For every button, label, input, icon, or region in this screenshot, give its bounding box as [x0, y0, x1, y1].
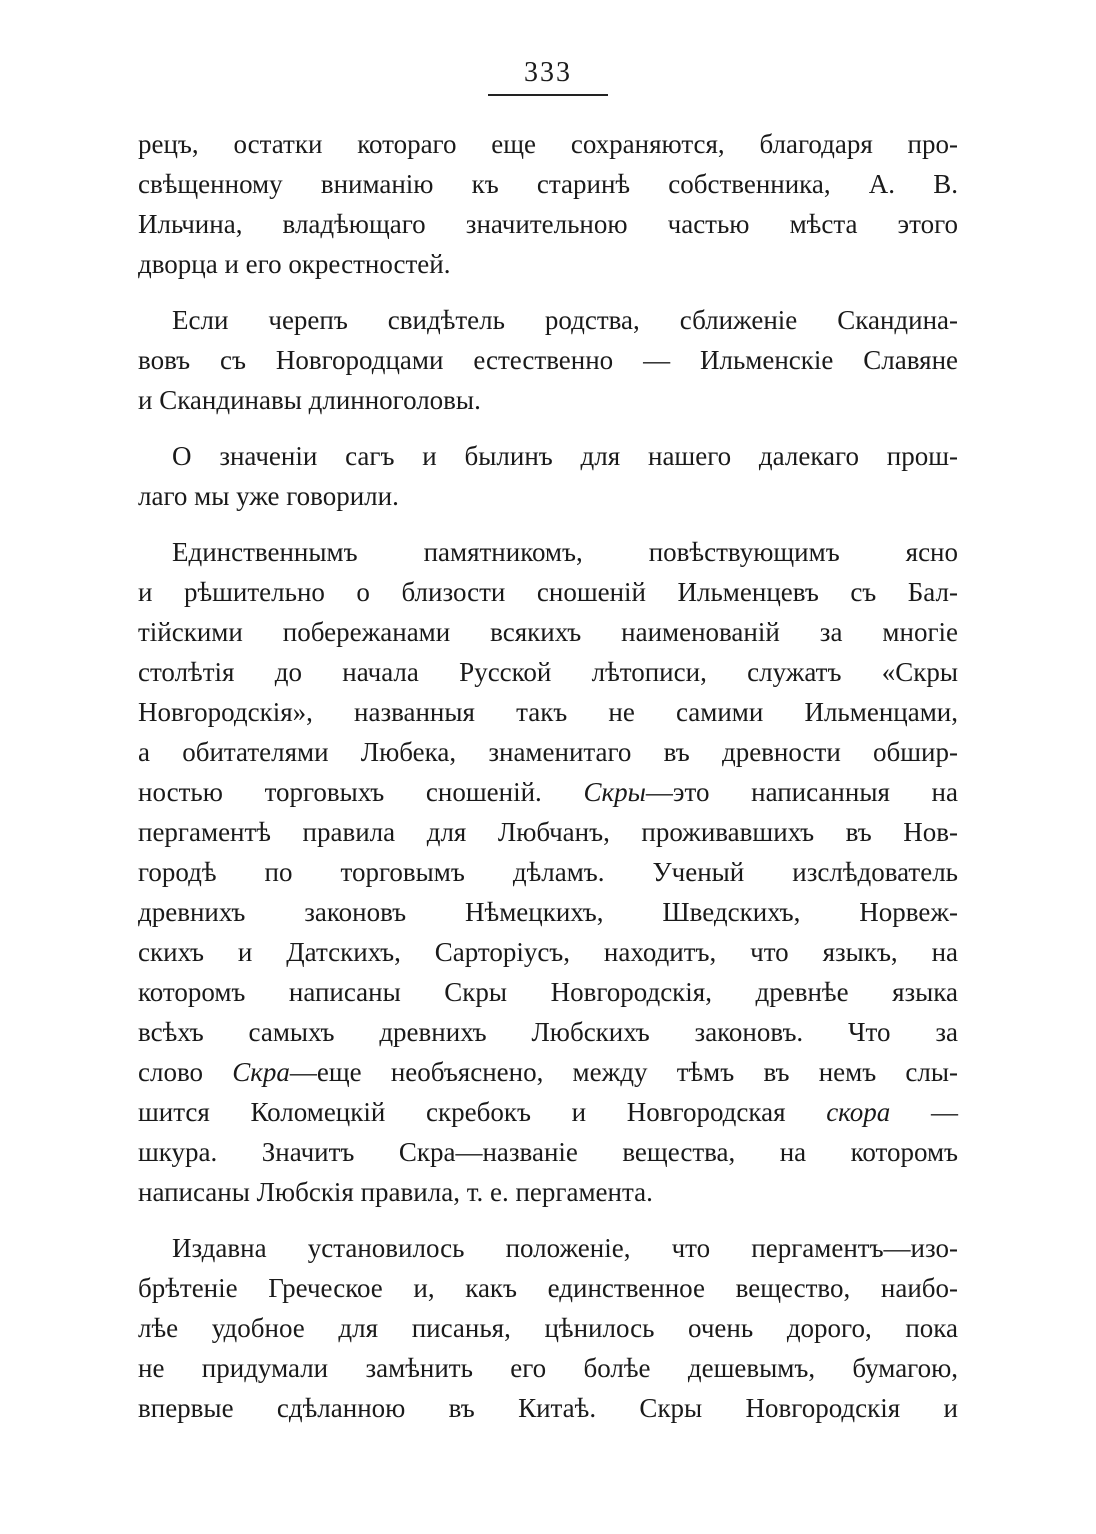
text-run: слово [138, 1057, 233, 1087]
text-line: Единственнымъ памятникомъ, повѣствующимъ ясно [172, 537, 958, 567]
text-line [138, 1052, 958, 1092]
italic-term: Скры [583, 777, 646, 807]
text-line: не придумали замѣнить его болѣе дешевымъ, бумагою, [138, 1353, 958, 1383]
text-run: — [890, 1097, 958, 1127]
text-line: дворца и его окрестностей. [138, 249, 451, 279]
text-line: лаго мы уже говорили. [138, 481, 399, 511]
paragraph-3 [138, 436, 958, 516]
text-line: вовъ съ Новгородцами естественно — Ильменскіе Славяне [138, 345, 958, 375]
text-body [138, 124, 958, 1444]
text-line: шкура. Значитъ Скра—названіе вещества, на которомъ [138, 1137, 958, 1167]
text-line: свѣщенному вниманію къ старинѣ собственника, А. В. [138, 169, 958, 199]
text-line: а обитателями Любека, знаменитаго въ древности обшир- [138, 737, 958, 767]
paragraph-2 [138, 300, 958, 420]
page-number: 333 [524, 57, 572, 88]
text-line: и Скандинавы длинноголовы. [138, 385, 481, 415]
text-line: написаны Любскія правила, т. е. пергамента. [138, 1177, 653, 1207]
text-line: Ильчина, владѣющаго значительною частью мѣста этого [138, 209, 958, 239]
text-line: О значеніи сагъ и былинъ для нашего далекаго прош- [172, 441, 958, 471]
paragraph-4 [138, 532, 958, 1212]
text-line: скихъ и Датскихъ, Сарторіусъ, находитъ, что языкъ, на [138, 937, 958, 967]
text-line: всѣхъ самыхъ древнихъ Любскихъ законовъ. Что за [138, 1017, 958, 1047]
text-run: ностью торговыхъ сношеній. [138, 777, 584, 807]
paragraph-5 [138, 1228, 958, 1428]
text-line: которомъ написаны Скры Новгородскія, древнѣе языка [138, 977, 958, 1007]
text-line: впервые сдѣланною въ Китаѣ. Скры Новгородскія и [138, 1393, 958, 1423]
text-run: шится Коломецкій скребокъ и Новгородская [138, 1097, 827, 1127]
text-run: —еще необъяснено, между тѣмъ въ немъ слы- [289, 1057, 958, 1087]
text-line: пергаментѣ правила для Любчанъ, проживавшихъ въ Нов- [138, 817, 958, 847]
text-line [138, 772, 958, 812]
text-line: тійскими побережанами всякихъ наименованій за многіе [138, 617, 958, 647]
text-line: брѣтеніе Греческое и, какъ единственное вещество, наибо- [138, 1273, 958, 1303]
text-run: —это написанныя на [645, 777, 958, 807]
text-line: и рѣшительно о близости сношеній Ильменцевъ съ Бал- [138, 577, 958, 607]
italic-term: скора [826, 1097, 891, 1127]
text-line: городѣ по торговымъ дѣламъ. Ученый изслѣдователь [138, 857, 958, 887]
italic-term: Скра [232, 1057, 290, 1087]
text-line: Новгородскія», названныя такъ не самими Ильменцами, [138, 697, 958, 727]
header-rule [488, 94, 608, 96]
paragraph-1 [138, 124, 958, 284]
text-line: древнихъ законовъ Нѣмецкихъ, Шведскихъ, Норвеж- [138, 897, 958, 927]
text-line [138, 1092, 958, 1132]
text-line: столѣтія до начала Русской лѣтописи, служатъ «Скры [138, 657, 958, 687]
text-line: лѣе удобное для писанья, цѣнилось очень дорого, пока [138, 1313, 958, 1343]
text-line: Издавна установилось положеніе, что пергаментъ—изо- [172, 1233, 958, 1263]
text-line: Если черепъ свидѣтель родства, сближеніе Скандина- [172, 305, 958, 335]
text-line: рецъ, остатки котораго еще сохраняются, благодаря про- [138, 129, 958, 159]
